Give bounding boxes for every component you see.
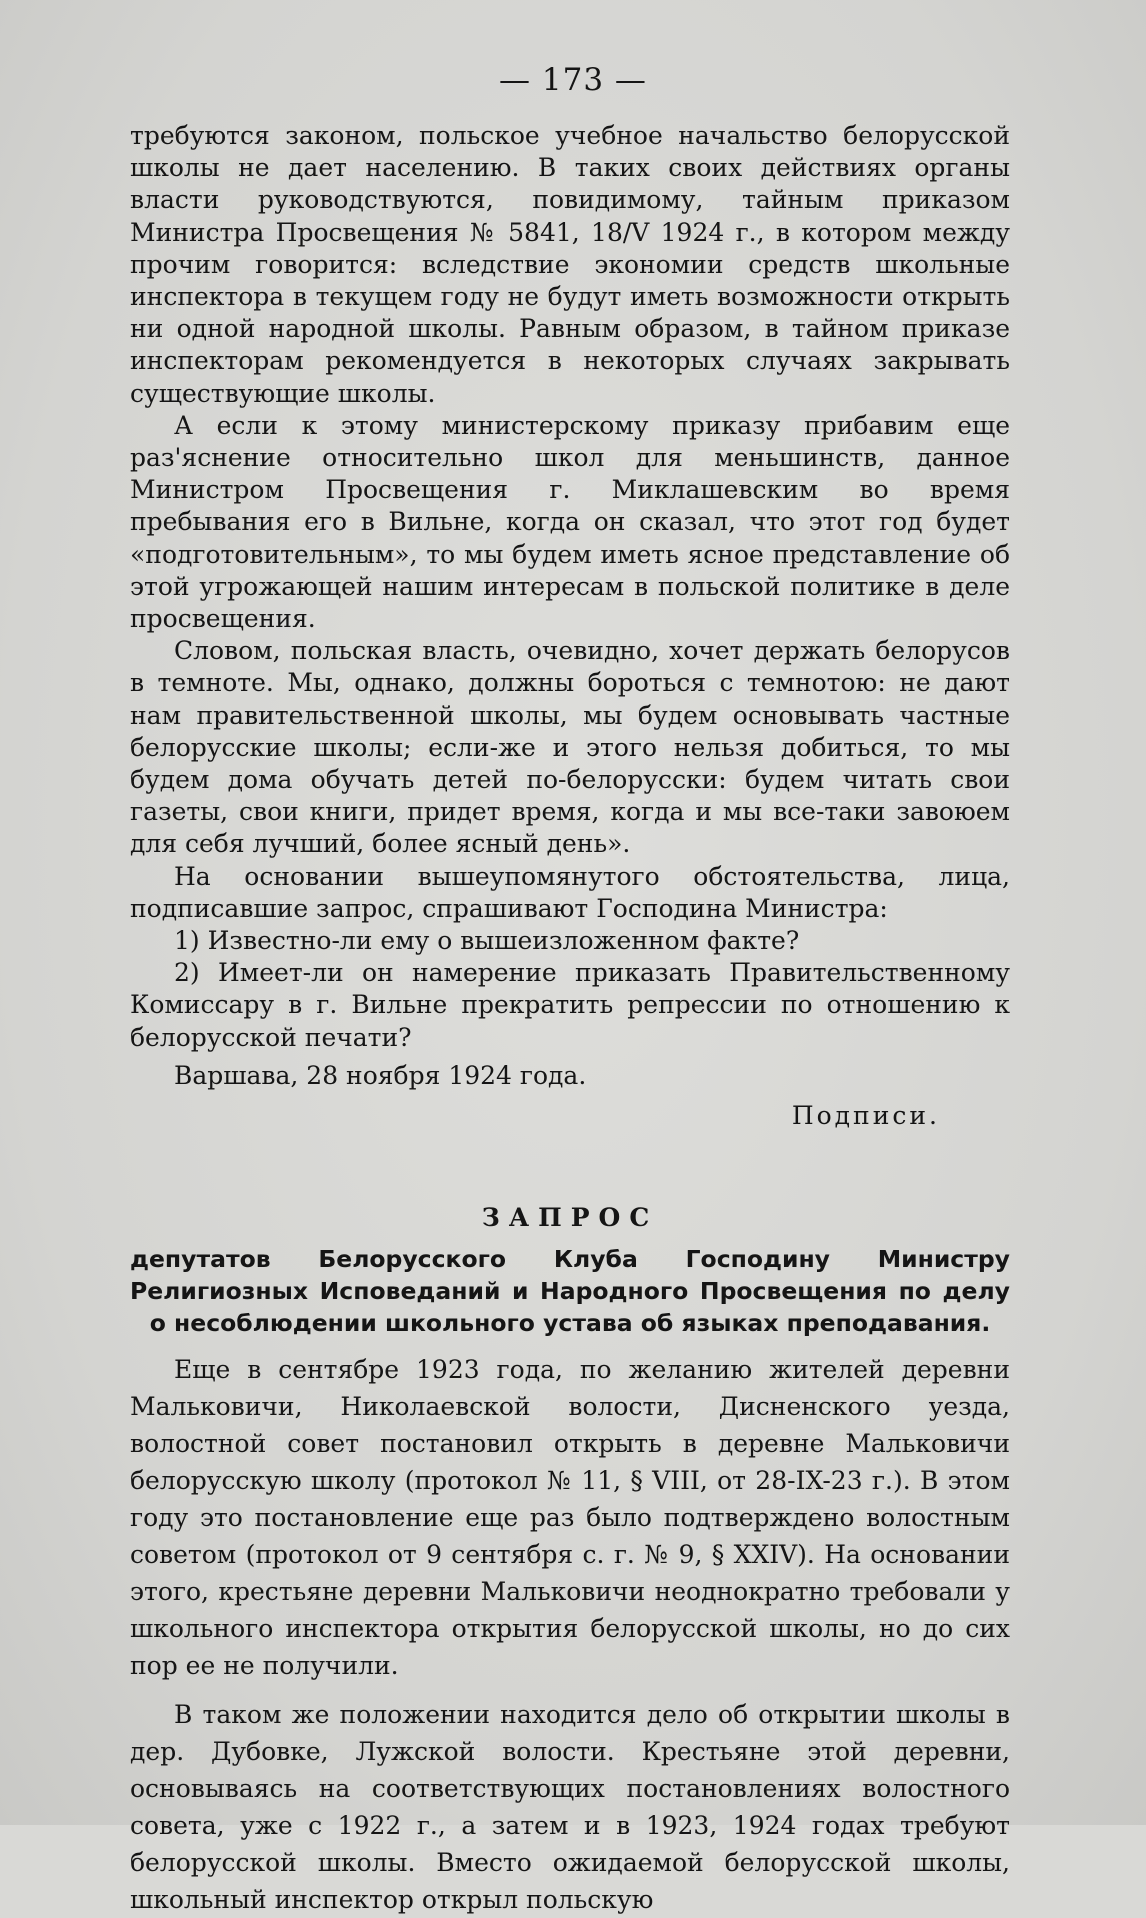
spacer [130, 1684, 1010, 1696]
signature: Подписи. [791, 1101, 940, 1131]
question-item: 1) Известно-ли ему о вышеизложенном факте? [174, 926, 800, 956]
spacer [130, 1339, 1010, 1351]
section-subheading: депутатов Белорусского Клуба Господину Министру Религиозных Исповеданий и Народного Просвещения по делу о несоблюдении школьного устава об языках преподавания. [130, 1244, 1010, 1337]
paragraph: А если к этому министерскому приказу прибавим еще раз'яснение относительно школ для меньшинств, данное Министром Просвещения г. Миклашевским во время пребывания его в Вильне, когда он сказал, что этот год будет «подготовительным», то мы будем иметь ясное представление об этой угрожающей нашим интересам в польской политике в деле просвещения. [130, 410, 1010, 634]
paragraph: Еще в сентябре 1923 года, по желанию жителей деревни Мальковичи, Николаевской волости, Дисненского уезда, волостной совет постановил открыть в деревне Мальковичи белорусскую школу (протокол № 11, § VIII, от 28-IX-23 г.). В этом году это постановление еще раз было подтверждено волостным советом (протокол от 9 сентября с. г. № 9, § XXIV). На основании этого, крестьяне деревни Мальковичи неоднократно требовали у школьного инспектора открытия белорусской школы, но до сих пор ее не получили. [130, 1354, 1010, 1680]
page-number: — 173 — [499, 62, 647, 98]
question-item: 2) Имеет-ли он намерение приказать Правительственному Комиссару в г. Вильне прекратить репрессии по отношению к белорусской печати? [130, 958, 1010, 1052]
paragraph: Словом, польская власть, очевидно, хочет держать белорусов в темноте. Мы, однако, должны бороться с темнотою: не дают нам правительственной школы, мы будем основывать частные белорусские школы; если-же и этого нельзя добиться, то мы будем дома обучать детей по-белорусски: будем читать свои газеты, свои книги, придет время, когда и мы все-таки завоюем для себя лучший, более ясный день». [130, 636, 1010, 859]
section-heading: ЗАПРОС [481, 1203, 659, 1233]
date-line: Варшава, 28 ноября 1924 года. [174, 1060, 587, 1090]
paragraph: В таком же положении находится дело об открытии школы в дер. Дубовке, Лужской волости. Крестьяне этой деревни, основываясь на соответствующих постановлениях волостного совета, уже с 1922 г., а затем и в 1923, 1924 годах требуют белорусской школы. Вместо ожидаемой белорусской школы, школьный инспектор открыл польскую [130, 1699, 1010, 1914]
paragraph: На основании вышеупомянутого обстоятельства, лица, подписавшие запрос, спрашивают Господина Министра: [130, 861, 1010, 923]
page-body [130, 120, 1010, 1918]
paragraph: требуются законом, польское учебное начальство белорусской школы не дает населению. В таких своих действиях органы власти руководствуются, повидимому, тайным приказом Министра Просвещения № 5841, 18/V 1924 г., в котором между прочим говорится: вследствие экономии средств школьные инспектора в текущем году не будут иметь возможности открыть ни одной народной школы. Равным образом, в тайном приказе инспекторам рекомендуется в некоторых случаях закрывать существующие школы. [130, 121, 1010, 408]
